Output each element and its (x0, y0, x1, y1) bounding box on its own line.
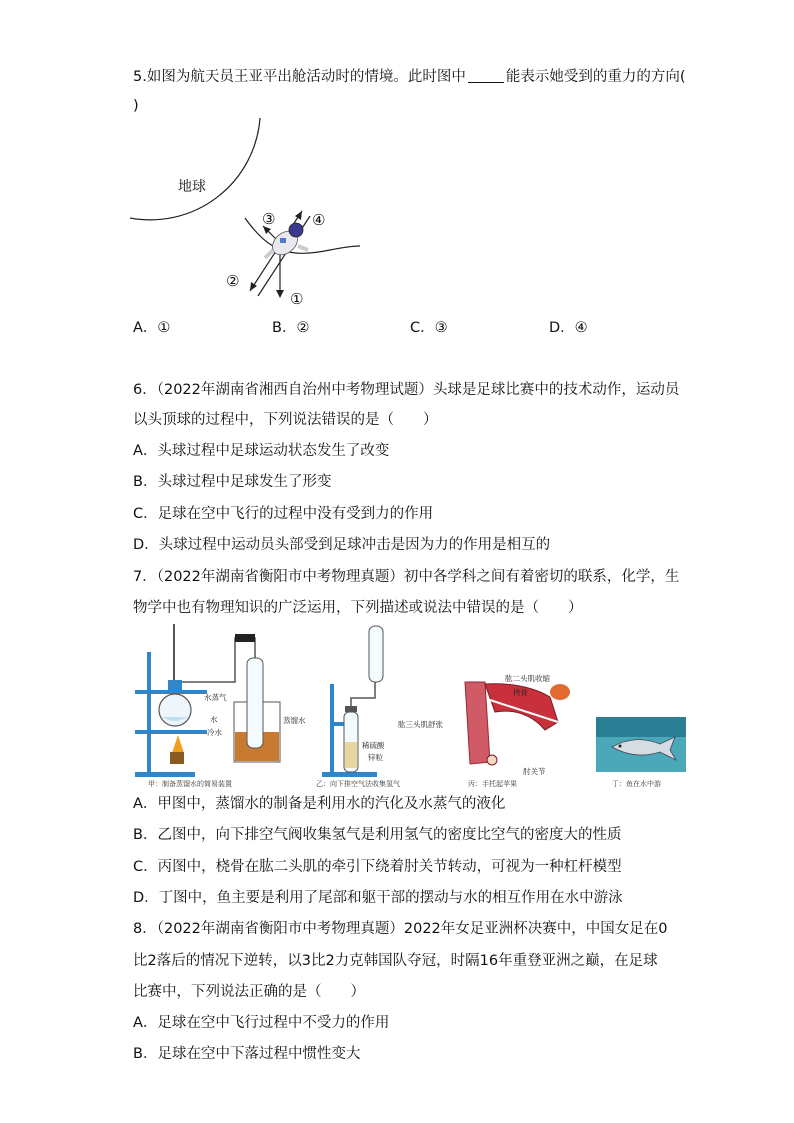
q5-stem-line2: ) (133, 98, 139, 114)
arm-lever-figure (398, 673, 570, 788)
q7-option-a[interactable]: A．甲图中，蒸馏水的制备是利用水的汽化及水蒸气的液化 (133, 796, 506, 812)
caption-jia: 甲：制备蒸馏水的简易装置 (148, 780, 232, 788)
marker-4: ④ (312, 211, 326, 229)
label-elbow: 肘关节 (523, 767, 546, 776)
label-radius: 桡骨 (513, 688, 528, 697)
q5-option-b[interactable]: B．② (272, 320, 310, 336)
q5-stem-part-b: 能表示她受到的重力的方向( (505, 69, 686, 85)
q6-option-d[interactable]: D．头球过程中运动员头部受到足球冲击是因为力的作用是相互的 (133, 537, 551, 553)
distillation-apparatus (135, 624, 306, 788)
label-zinc: 锌粒 (368, 753, 383, 762)
label-water: 水 (210, 715, 218, 724)
q5-option-c[interactable]: C．③ (410, 320, 448, 336)
label-dilute-acid: 稀硫酸 (362, 741, 385, 750)
q5-option-d[interactable]: D．④ (549, 320, 588, 336)
q6-stem-line2: 以头顶球的过程中，下列说法错误的是（ ） (133, 412, 438, 428)
earth-label: 地球 (178, 179, 206, 195)
q5-astronaut-figure (130, 118, 360, 308)
label-triceps: 肱三头肌舒张 (398, 720, 443, 729)
q6-option-a[interactable]: A．头球过程中足球运动状态发生了改变 (133, 443, 390, 459)
q7-option-b[interactable]: B．乙图中，向下排空气阀收集氢气是利用氢气的密度比空气的密度大的性质 (133, 827, 622, 843)
q8-stem-line3: 比赛中，下列说法正确的是（ ） (133, 984, 365, 1000)
hydrogen-collection-apparatus (316, 626, 400, 788)
q5-stem-line1 (133, 67, 686, 87)
label-cold-water: 冷水 (207, 728, 222, 737)
q8-stem-line1: 8．（2022年湖南省衡阳市中考物理真题）2022年女足亚洲杯决赛中，中国女足在0 (133, 921, 668, 937)
q5-answer-blank[interactable] (468, 68, 504, 83)
q5-stem-part-a: 5.如图为航天员王亚平出舱活动时的情境。此时图中 (133, 69, 466, 85)
q6-stem-line1: 6．（2022年湖南省湘西自治州中考物理试题）头球是足球比赛中的技术动作，运动员 (133, 382, 680, 398)
q6-option-b[interactable]: B．头球过程中足球发生了形变 (133, 474, 332, 490)
q7-option-d[interactable]: D．丁图中，鱼主要是利用了尾部和躯干部的摆动与水的相互作用在水中游泳 (133, 890, 623, 906)
q8-option-a[interactable]: A．足球在空中飞行过程中不受力的作用 (133, 1015, 390, 1031)
q7-option-c[interactable]: C．丙图中，桡骨在肱二头肌的牵引下绕着肘关节转动，可视为一种杠杆模型 (133, 859, 622, 875)
marker-2: ② (226, 272, 240, 290)
q6-option-c[interactable]: C．足球在空中飞行的过程中没有受到力的作用 (133, 506, 434, 522)
marker-1: ① (290, 290, 304, 308)
label-distilled-water: 蒸馏水 (283, 716, 306, 725)
q5-option-a[interactable]: A．① (133, 320, 171, 336)
caption-bing: 丙：手托起苹果 (468, 780, 517, 788)
q8-stem-line2: 比2落后的情况下逆转，以3比2力克韩国队夺冠，时隔16年重登亚洲之巅，在足球 (133, 953, 658, 969)
astronaut-icon (265, 223, 308, 260)
caption-yi: 乙：向下排空气法收集氢气 (316, 780, 400, 788)
label-biceps: 肱二头肌收缩 (505, 674, 550, 683)
label-steam: 水蒸气 (204, 693, 227, 702)
q7-stem-line2: 物学中也有物理知识的广泛运用，下列描述或说法中错误的是（ ） (133, 600, 583, 616)
fish-photo (596, 717, 686, 788)
marker-3: ③ (262, 210, 276, 228)
q7-figures (130, 622, 690, 792)
caption-ding: 丁：鱼在水中游 (612, 780, 661, 788)
q8-option-b[interactable]: B．足球在空中下落过程中惯性变大 (133, 1046, 361, 1062)
q7-stem-line1: 7．（2022年湖南省衡阳市中考物理真题）初中各学科之间有着密切的联系，化学，生 (133, 569, 680, 585)
